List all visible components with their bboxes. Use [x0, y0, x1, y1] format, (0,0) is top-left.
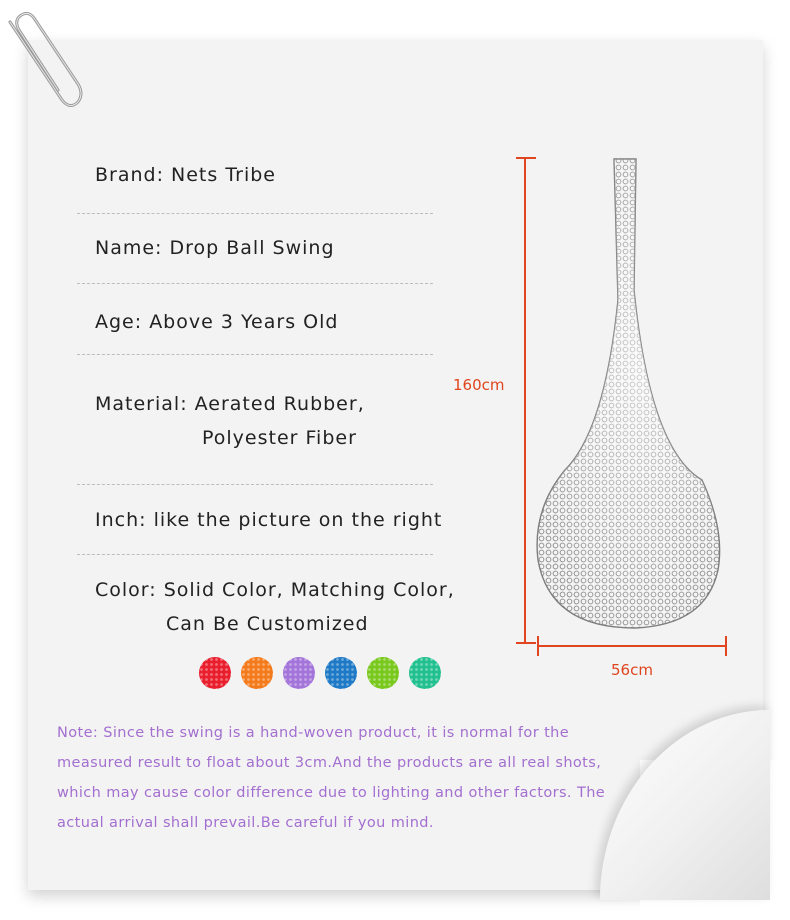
spec-material-line2: Polyester Fiber [202, 427, 357, 449]
divider [77, 354, 433, 355]
spec-material-line1: Material: Aerated Rubber, [95, 393, 365, 415]
color-swatch-blue [325, 657, 357, 689]
color-swatch-purple [283, 657, 315, 689]
color-swatch-red [199, 657, 231, 689]
spec-material [95, 393, 365, 449]
spec-color [95, 579, 455, 635]
height-label: 160cm [453, 376, 505, 394]
color-swatch-teal [409, 657, 441, 689]
spec-color-line2: Can Be Customized [166, 613, 369, 635]
divider [77, 484, 433, 485]
spec-brand: Brand: Nets Tribe [95, 164, 276, 186]
spec-inch: Inch: like the picture on the right [95, 509, 443, 531]
note-text: Note: Since the swing is a hand-woven product, it is normal for the measured result to float about 3cm.And the products are all real shots, which may cause color difference due to lighting and other factors. The actual arrival shall prevail.Be careful if you mind. [57, 725, 606, 831]
divider [77, 213, 433, 214]
divider [77, 283, 433, 284]
spec-name: Name: Drop Ball Swing [95, 237, 335, 259]
color-swatch-orange [241, 657, 273, 689]
divider [77, 554, 433, 555]
color-swatch-green [367, 657, 399, 689]
width-label: 56cm [611, 661, 653, 679]
spec-age: Age: Above 3 Years Old [95, 311, 339, 333]
paperclip-icon [0, 10, 90, 110]
color-swatches [199, 657, 441, 689]
drop-ball-swing-illustration [510, 150, 740, 670]
spec-color-line1: Color: Solid Color, Matching Color, [95, 579, 455, 601]
